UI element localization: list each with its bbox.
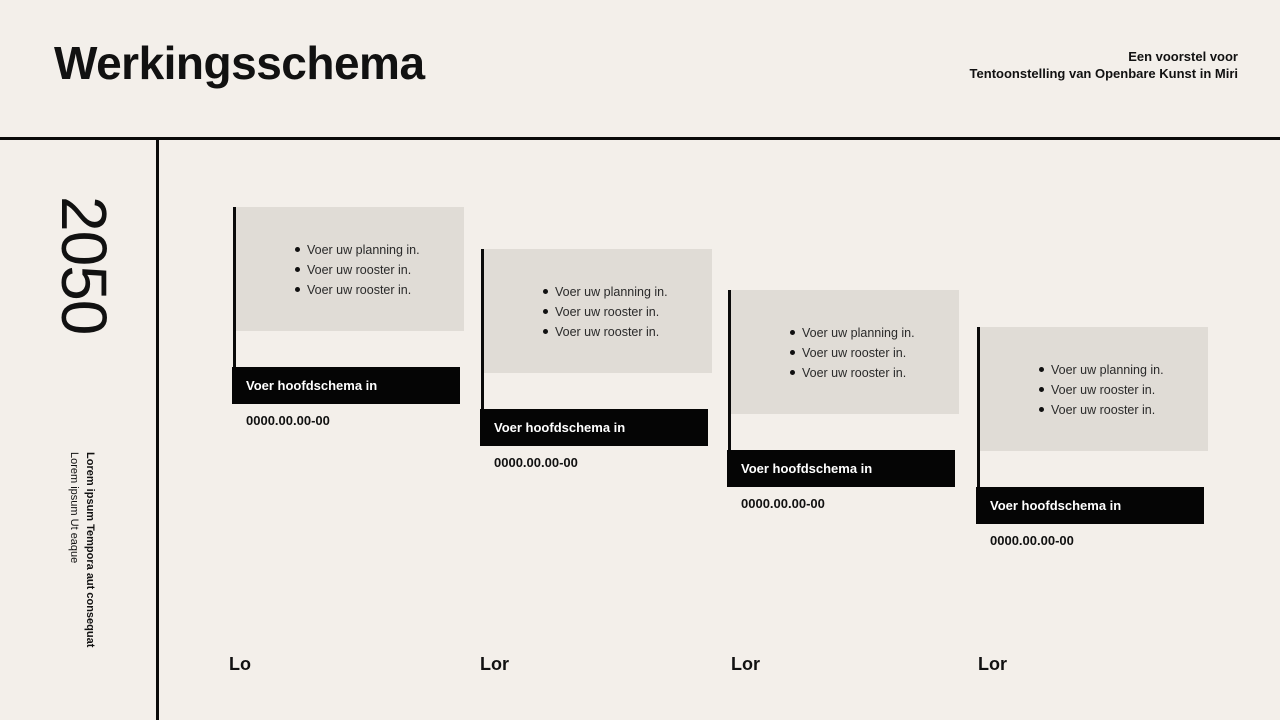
milestone-pole: [481, 249, 484, 409]
bullet-item: Voer uw rooster in.: [295, 260, 420, 280]
bullet-item: Voer uw planning in.: [295, 240, 420, 260]
bullet-item: Voer uw rooster in.: [1039, 400, 1164, 420]
bullet-item: Voer uw rooster in.: [295, 280, 420, 300]
year-label: 2050: [48, 196, 120, 335]
milestone-label: Voer hoofdschema in: [976, 487, 1204, 524]
timeline-label-4: Lor: [978, 654, 1007, 674]
bullet-item: Voer uw rooster in.: [790, 363, 915, 383]
timeline-label-2: Lor: [480, 654, 509, 674]
timeline-label-3: Lor: [731, 654, 760, 674]
timeline-label-1: Lo: [229, 654, 251, 674]
milestone-date: 0000.00.00-00: [494, 455, 578, 470]
milestone-bullet-list: [790, 323, 915, 383]
milestone-pole: [233, 207, 236, 367]
sidebar-divider: [156, 140, 159, 720]
sidebar-caption: [62, 452, 98, 692]
bullet-item: Voer uw rooster in.: [543, 302, 668, 322]
milestone-label: Voer hoofdschema in: [232, 367, 460, 404]
milestone-label: Voer hoofdschema in: [727, 450, 955, 487]
subtitle-line-2: Tentoonstelling van Openbare Kunst in Miri: [969, 66, 1238, 81]
bullet-item: Voer uw rooster in.: [1039, 380, 1164, 400]
milestone-pole: [728, 290, 731, 450]
milestone-bullet-list: [1039, 360, 1164, 420]
page-subtitle: [970, 48, 1238, 82]
bullet-item: Voer uw planning in.: [543, 282, 668, 302]
milestone-date: 0000.00.00-00: [741, 496, 825, 511]
milestone-date: 0000.00.00-00: [246, 413, 330, 428]
bullet-item: Voer uw rooster in.: [543, 322, 668, 342]
milestone-label: Voer hoofdschema in: [480, 409, 708, 446]
page-title: Werkingsschema: [54, 37, 425, 89]
milestone-bullet-list: [295, 240, 420, 300]
sidebar-caption-bold: Lorem ipsum Tempora aut consequat: [84, 452, 96, 648]
bullet-item: Voer uw rooster in.: [790, 343, 915, 363]
milestone-bullet-list: [543, 282, 668, 342]
header-divider: [0, 137, 1280, 140]
sidebar-caption-light: Lorem ipsum Ut eaque: [68, 452, 80, 564]
bullet-item: Voer uw planning in.: [790, 323, 915, 343]
bullet-item: Voer uw planning in.: [1039, 360, 1164, 380]
milestone-date: 0000.00.00-00: [990, 533, 1074, 548]
subtitle-line-1: Een voorstel voor: [1128, 49, 1238, 64]
milestone-pole: [977, 327, 980, 487]
